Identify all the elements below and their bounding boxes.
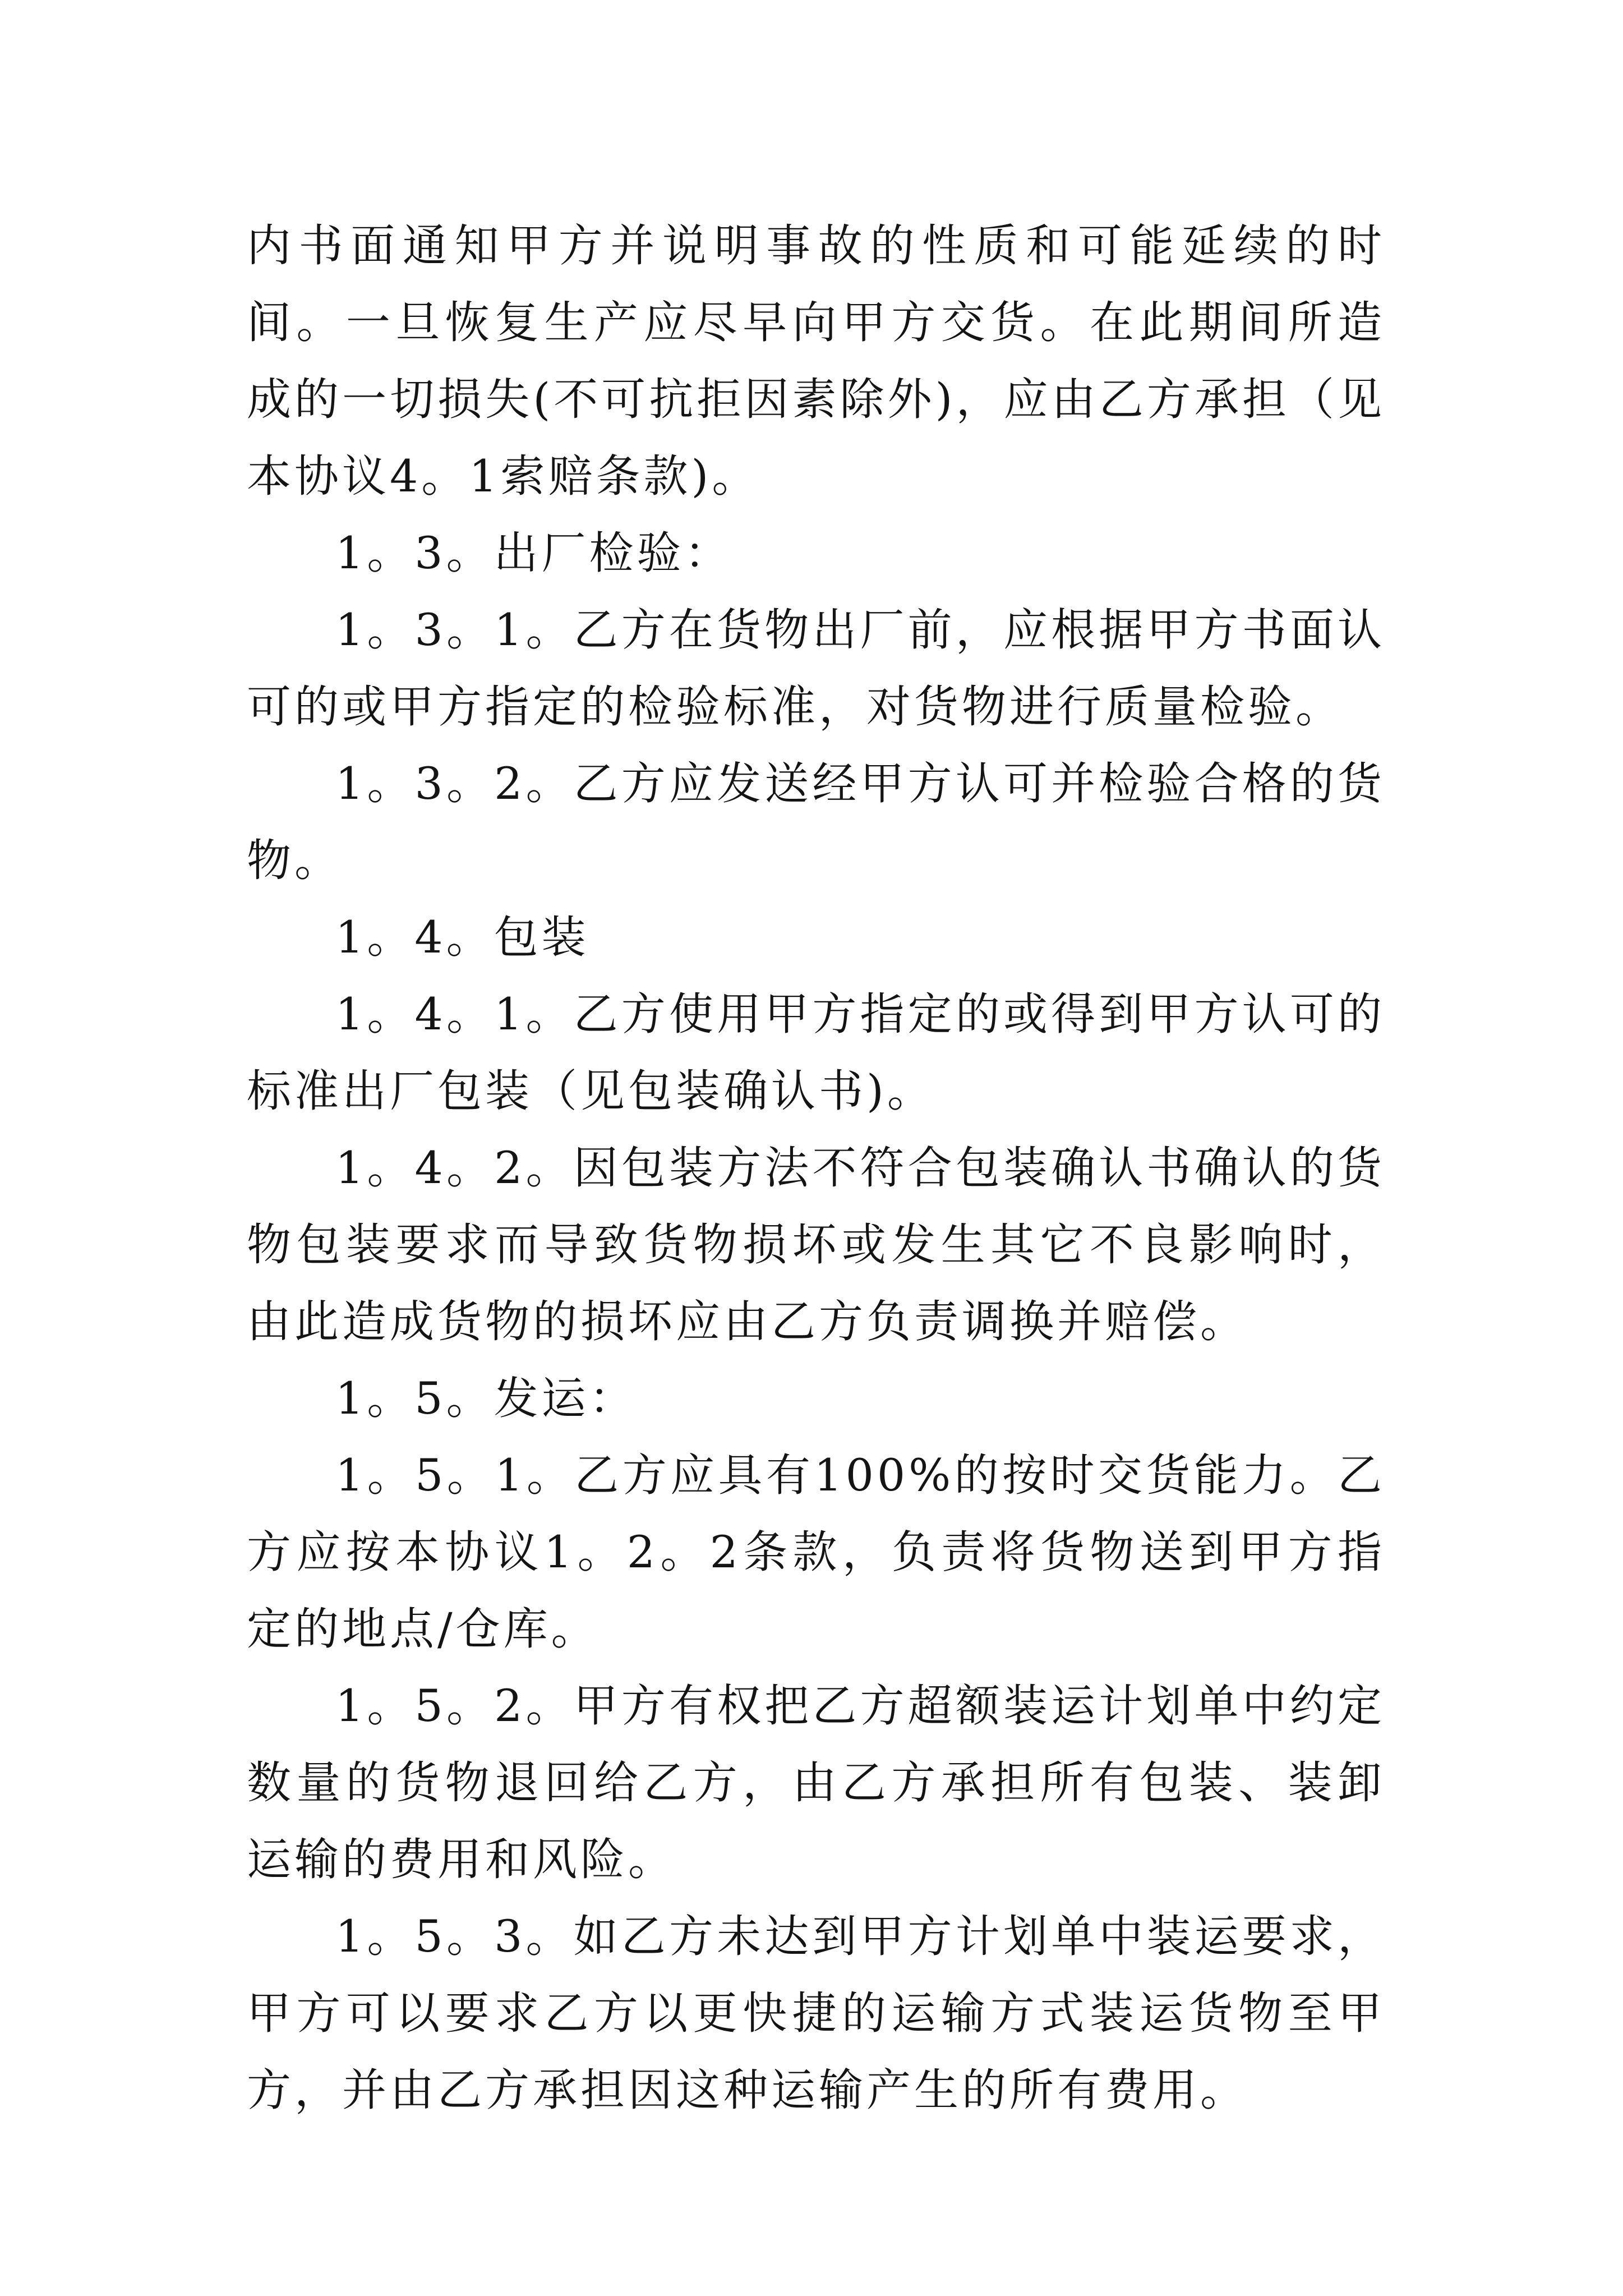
section-heading-1-5: 1。5。发运： xyxy=(335,1373,637,1424)
clause-1-5-2: 1。5。2。甲方有权把乙方超额装运计划单中约定数量的货物退回给乙方，由乙方承担所有包装、装卸运输的费用和风险。 xyxy=(247,1680,1385,1885)
paragraph-continuation: 内书面通知甲方并说明事故的性质和可能延续的时间。一旦恢复生产应尽早向甲方交货。在此期间所造成的一切损失(不可抗拒因素除外)，应由乙方承担（见本协议4。1索赔条款)。 xyxy=(247,220,1385,502)
clause-1-5-1: 1。5。1。乙方应具有100%的按时交货能力。乙方应按本协议1。2。2条款，负责将货物送到甲方指定的地点/仓库。 xyxy=(247,1450,1385,1655)
clause-1-3-1: 1。3。1。乙方在货物出厂前，应根据甲方书面认可的或甲方指定的检验标准，对货物进行质量检验。 xyxy=(247,604,1385,733)
clause-1-4-2: 1。4。2。因包装方法不符合包装确认书确认的货物包装要求而导致货物损坏或发生其它不良影响时，由此造成货物的损坏应由乙方负责调换并赔偿。 xyxy=(247,1142,1385,1347)
clause-1-3-2: 1。3。2。乙方应发送经甲方认可并检验合格的货物。 xyxy=(247,758,1385,886)
section-heading-1-4: 1。4。包装 xyxy=(335,912,589,963)
clause-1-5-3: 1。5。3。如乙方未达到甲方计划单中装运要求，甲方可以要求乙方以更快捷的运输方式装运货物至甲方，并由乙方承担因这种运输产生的所有费用。 xyxy=(247,1911,1385,2116)
section-heading-1-3: 1。3。出厂检验： xyxy=(335,527,732,579)
document-body xyxy=(247,208,1385,2129)
clause-1-4-1: 1。4。1。乙方使用甲方指定的或得到甲方认可的标准出厂包装（见包装确认书)。 xyxy=(247,988,1385,1117)
